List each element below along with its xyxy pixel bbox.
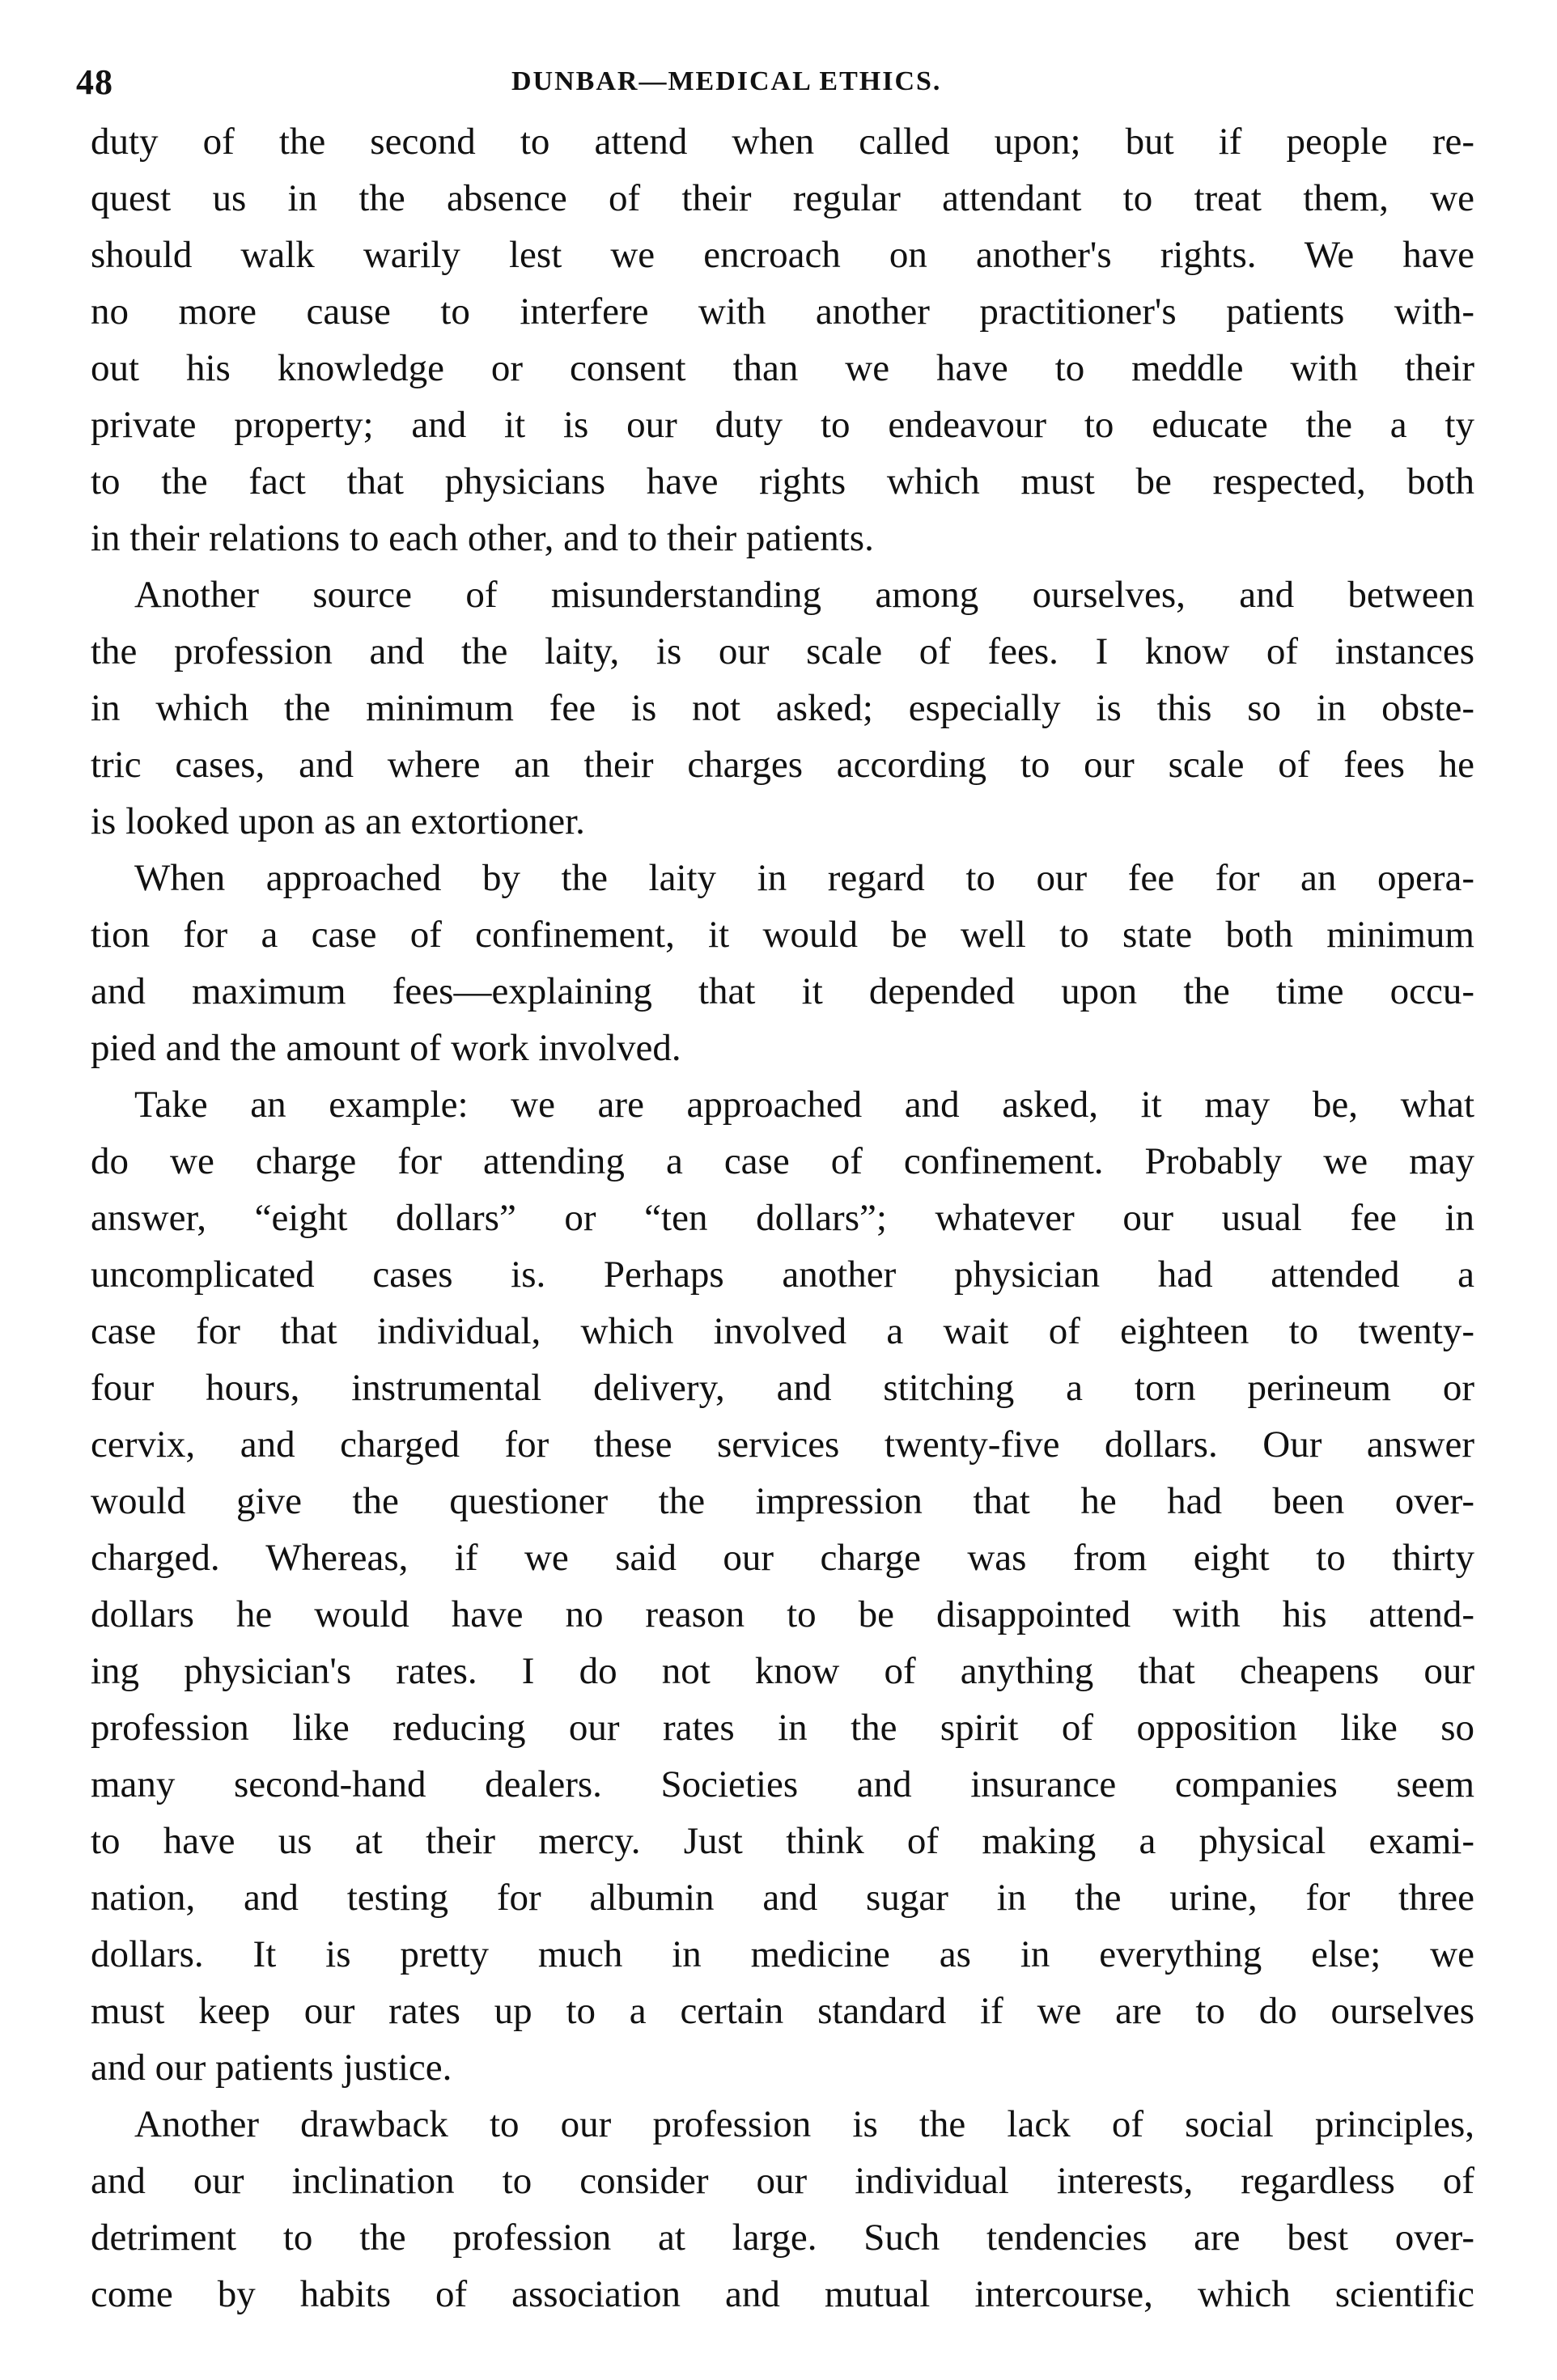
text-line: in which the minimum fee is not asked; especially is this so in obste- bbox=[91, 687, 1474, 729]
text-line: many second-hand dealers. Societies and insurance companies seem bbox=[91, 1763, 1474, 1805]
text-line: answer, “eight dollars” or “ten dollars”; whatever our usual fee in bbox=[91, 1197, 1474, 1239]
text-line: detriment to the profession at large. Such tendencies are best over- bbox=[91, 2217, 1474, 2259]
text-line: nation, and testing for albumin and sugar in the urine, for three bbox=[91, 1877, 1474, 1919]
text-line: pied and the amount of work involved. bbox=[91, 1027, 681, 1069]
paragraph bbox=[91, 566, 1474, 850]
page-number: 48 bbox=[76, 62, 113, 102]
text-line: would give the questioner the impression that he had been over- bbox=[91, 1480, 1474, 1522]
text-line: tion for a case of confinement, it would be well to state both minimum bbox=[91, 914, 1474, 956]
text-line: come by habits of association and mutual intercourse, which scientific bbox=[91, 2273, 1474, 2315]
text-line: dollars. It is pretty much in medicine as in everything else; we bbox=[91, 1933, 1474, 1975]
text-line: no more cause to interfere with another practitioner's patients with- bbox=[91, 291, 1474, 333]
text-line: should walk warily lest we encroach on another's rights. We have bbox=[91, 234, 1474, 276]
text-line: uncomplicated cases is. Perhaps another physician had attended a bbox=[91, 1254, 1474, 1296]
text-line: do we charge for attending a case of confinement. Probably we may bbox=[91, 1140, 1474, 1182]
body-text bbox=[91, 113, 1474, 2323]
text-line: Another source of misunderstanding among ourselves, and between bbox=[134, 574, 1474, 616]
text-line: profession like reducing our rates in the spirit of opposition like so bbox=[91, 1707, 1474, 1749]
text-line: When approached by the laity in regard to our fee for an opera- bbox=[134, 857, 1474, 899]
text-line: to have us at their mercy. Just think of making a physical exami- bbox=[91, 1820, 1474, 1862]
text-line: and our inclination to consider our individual interests, regardless of bbox=[91, 2160, 1474, 2202]
text-line: ing physician's rates. I do not know of anything that cheapens our bbox=[91, 1650, 1474, 1692]
text-line: duty of the second to attend when called upon; but if people re- bbox=[91, 121, 1474, 163]
text-line: charged. Whereas, if we said our charge was from eight to thirty bbox=[91, 1537, 1474, 1579]
text-line: quest us in the absence of their regular attendant to treat them, we bbox=[91, 177, 1474, 219]
text-line: cervix, and charged for these services twenty-five dollars. Our answer bbox=[91, 1423, 1474, 1466]
text-line: to the fact that physicians have rights which must be respected, both bbox=[91, 460, 1474, 503]
text-line: Take an example: we are approached and asked, it may be, what bbox=[134, 1084, 1474, 1126]
running-head bbox=[76, 62, 1484, 110]
paragraph bbox=[91, 850, 1474, 1076]
text-line: out his knowledge or consent than we have to meddle with their bbox=[91, 347, 1474, 389]
text-line: case for that individual, which involved a wait of eighteen to twenty- bbox=[91, 1310, 1474, 1352]
text-line: and maximum fees—explaining that it depended upon the time occu- bbox=[91, 970, 1474, 1012]
text-line: four hours, instrumental delivery, and stitching a torn perineum or bbox=[91, 1367, 1474, 1409]
text-line: in their relations to each other, and to their patients. bbox=[91, 517, 874, 559]
text-line: private property; and it is our duty to endeavour to educate the a ty bbox=[91, 404, 1474, 446]
paragraph bbox=[91, 2096, 1474, 2323]
text-line: is looked upon as an extortioner. bbox=[91, 800, 585, 842]
text-line: must keep our rates up to a certain standard if we are to do ourselves bbox=[91, 1990, 1474, 2032]
paragraph bbox=[91, 1076, 1474, 2096]
text-line: the profession and the laity, is our scale of fees. I know of instances bbox=[91, 630, 1474, 672]
paragraph bbox=[91, 113, 1474, 566]
text-line: Another drawback to our profession is the lack of social principles, bbox=[134, 2103, 1474, 2145]
running-title: DUNBAR—MEDICAL ETHICS. bbox=[511, 66, 942, 96]
text-line: tric cases, and where an their charges according to our scale of fees he bbox=[91, 744, 1474, 786]
text-line: and our patients justice. bbox=[91, 2047, 452, 2089]
text-line: dollars he would have no reason to be disappointed with his attend- bbox=[91, 1593, 1474, 1635]
